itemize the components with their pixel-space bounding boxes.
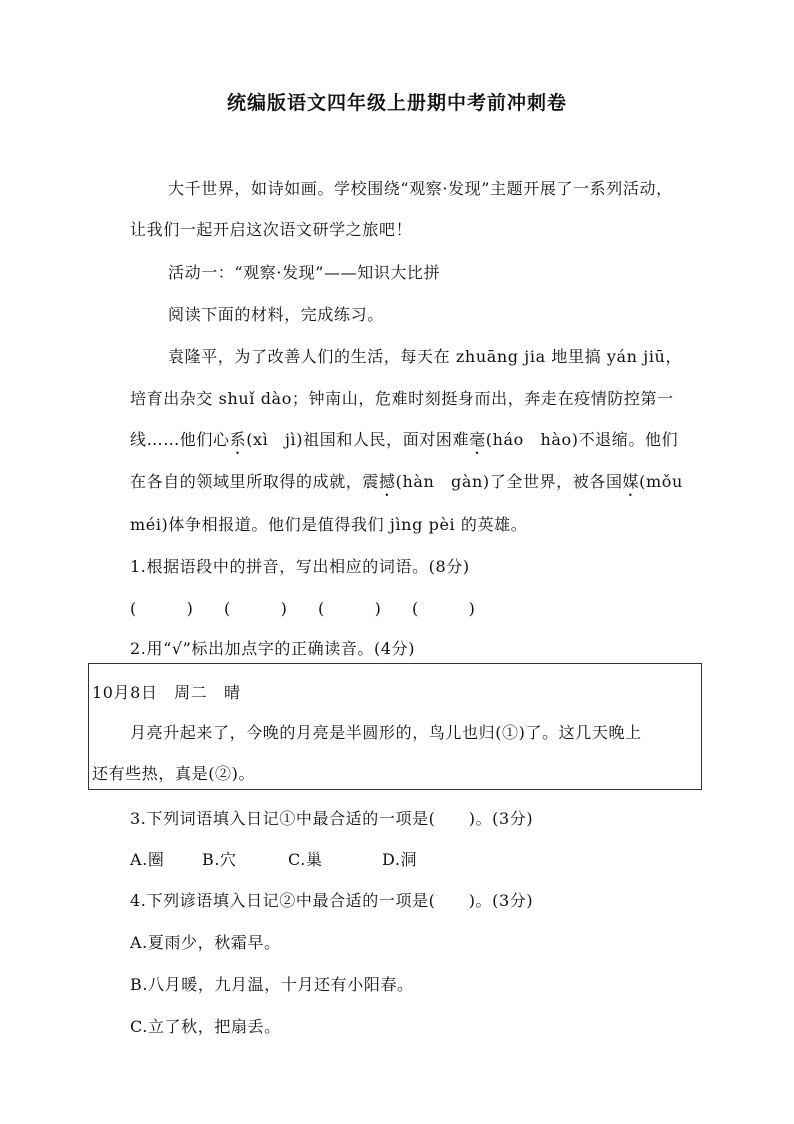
- instruction-text: 阅读下面的材料，完成练习。: [168, 305, 384, 324]
- diary-box: [88, 663, 702, 790]
- page-title: 统编版语文四年级上册期中考前冲刺卷: [226, 92, 567, 114]
- option-b[interactable]: B.八月暖，九月温，十月还有小阳春。: [130, 975, 414, 994]
- question-1: 1.根据语段中的拼音，写出相应的词语。(8分): [130, 557, 470, 576]
- passage-line-4: [130, 469, 683, 500]
- passage-text: 线……他们心: [130, 430, 230, 449]
- question-2: 2.用“√”标出加点字的正确读音。(4分): [130, 639, 416, 658]
- passage-line-1: 袁隆平，为了改善人们的生活，每天在 zhuāng jia 地里搞 yán jiū，: [168, 347, 683, 366]
- option-d[interactable]: D.洞: [382, 850, 418, 869]
- option-c[interactable]: C.巢: [288, 850, 323, 869]
- dotted-char: 撼: [379, 472, 396, 491]
- answer-blank[interactable]: ( ): [412, 599, 476, 618]
- answer-blank[interactable]: ( ): [224, 599, 288, 618]
- option-a[interactable]: A.圈: [130, 850, 165, 869]
- dotted-char: 毫: [469, 430, 486, 449]
- diary-line-2: 还有些热，真是(②)。: [92, 764, 256, 783]
- question-4: 4.下列谚语填入日记②中最合适的一项是( )。(3分): [130, 891, 534, 910]
- dotted-char: 系: [229, 430, 247, 449]
- question-3-options: [130, 847, 417, 870]
- diary-line-1: 月亮升起来了，今晚的月亮是半圆形的，鸟儿也归(①)了。这几天晚上: [130, 723, 642, 742]
- answer-blank[interactable]: ( ): [318, 599, 382, 618]
- dotted-char: 媒: [622, 472, 640, 491]
- option-a[interactable]: A.夏雨少，秋霜早。: [130, 933, 281, 952]
- passage-line-5: méi)体争相报道。他们是值得我们 jìng pèi 的英雄。: [130, 515, 528, 534]
- question-3: 3.下列词语填入日记①中最合适的一项是( )。(3分): [130, 809, 534, 828]
- passage-line-3: [130, 427, 678, 458]
- passage-text: 在各自的领域里所取得的成就，震: [130, 472, 380, 491]
- intro-line-1: 大千世界，如诗如画。学校围绕“观察·发现”主题开展了一系列活动，: [168, 179, 673, 198]
- activity-heading: 活动一：“观察·发现”——知识大比拼: [168, 263, 441, 282]
- option-c[interactable]: C.立了秋，把扇丢。: [130, 1017, 281, 1036]
- answer-blank[interactable]: ( ): [130, 599, 194, 618]
- passage-line-2: 培育出杂交 shuǐ dào；钟南山，危难时刻挺身而出，奔走在疫情防控第一: [130, 389, 674, 408]
- passage-text: (hàn gàn)了全世界，被各国: [395, 472, 623, 491]
- option-b[interactable]: B.穴: [202, 850, 237, 869]
- passage-text: (háo hào)不退缩。他们: [485, 430, 679, 449]
- passage-text: (mǒu: [639, 472, 683, 491]
- passage-text: (xì jì)祖国和人民，面对困难: [246, 430, 470, 449]
- intro-line-2: 让我们一起开启这次语文研学之旅吧！: [130, 220, 413, 239]
- answer-blanks-row: [130, 596, 476, 619]
- diary-header: 10月8日 周二 晴: [92, 683, 241, 702]
